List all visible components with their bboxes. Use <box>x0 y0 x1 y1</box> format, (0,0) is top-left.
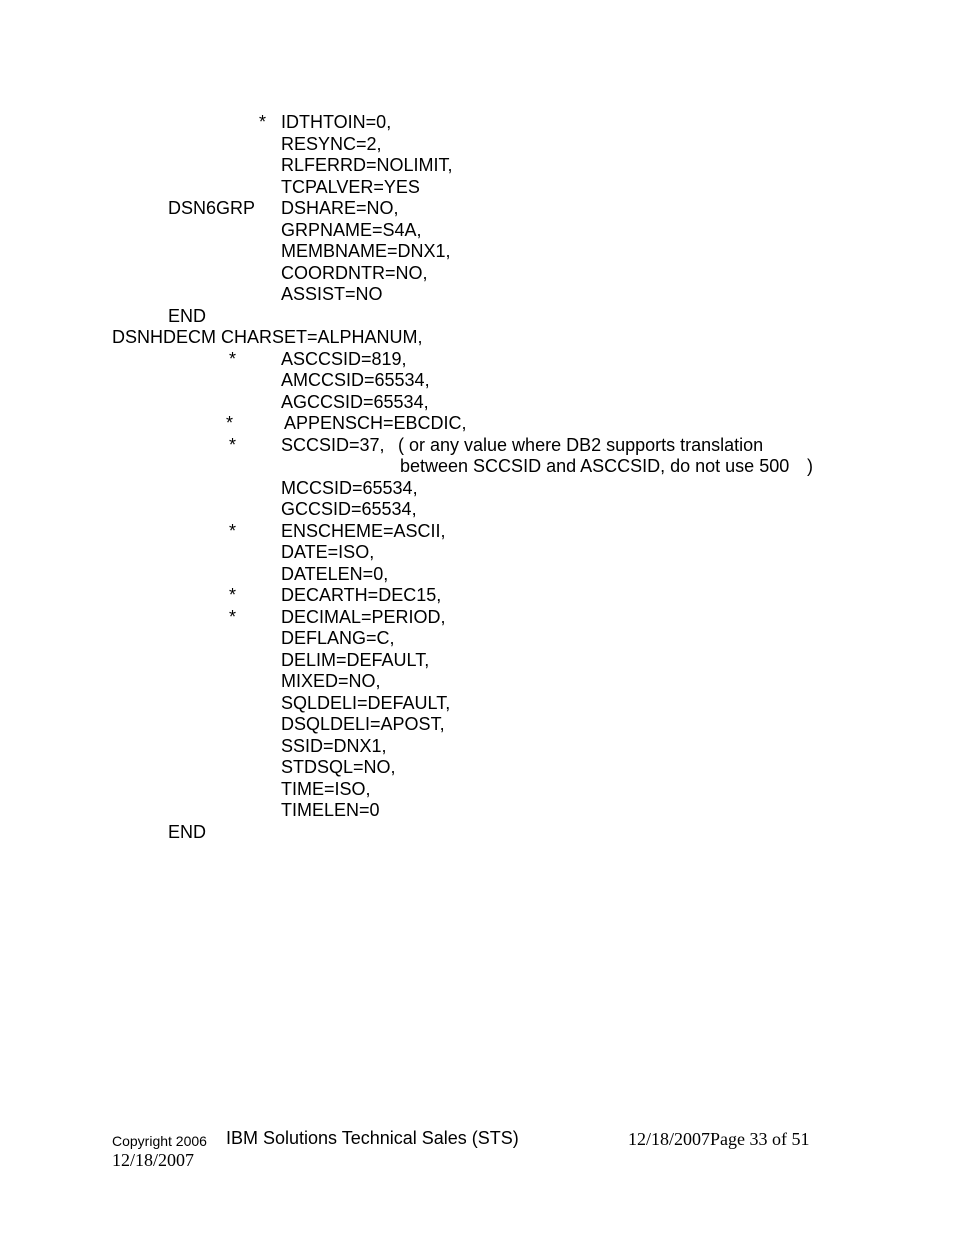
param-dsqldeli: DSQLDELI=APOST, <box>281 714 445 734</box>
footer-organization: IBM Solutions Technical Sales (STS) <box>226 1128 519 1148</box>
param-asccsid: ASCCSID=819, <box>281 349 407 369</box>
sccsid-note-line1: ( or any value where DB2 supports translation <box>398 435 764 455</box>
param-enscheme: ENSCHEME=ASCII, <box>281 521 446 541</box>
param-resync: RESYNC=2, <box>281 134 382 154</box>
end-statement: END <box>168 306 207 326</box>
param-idthtoin: IDTHTOIN=0, <box>281 112 392 132</box>
param-sqldeli: SQLDELI=DEFAULT, <box>281 693 451 713</box>
param-appensch: APPENSCH=EBCDIC, <box>284 413 467 433</box>
sccsid-note-close: ) <box>807 456 813 476</box>
param-grpname: GRPNAME=S4A, <box>281 220 422 240</box>
param-amccsid: AMCCSID=65534, <box>281 370 430 390</box>
param-mccsid: MCCSID=65534, <box>281 478 418 498</box>
param-timelen: TIMELEN=0 <box>281 800 380 820</box>
param-sccsid: SCCSID=37, <box>281 435 385 455</box>
param-time: TIME=ISO, <box>281 779 371 799</box>
footer-date-page: 12/18/2007Page 33 of 51 <box>628 1129 810 1149</box>
star-marker: * <box>229 607 237 627</box>
param-stdsql: STDSQL=NO, <box>281 757 396 777</box>
param-date: DATE=ISO, <box>281 542 375 562</box>
footer-date: 12/18/2007 <box>112 1150 195 1170</box>
star-marker: * <box>229 435 237 455</box>
param-ssid: SSID=DNX1, <box>281 736 387 756</box>
star-marker: * <box>226 413 234 433</box>
macro-dsn6grp: DSN6GRP <box>168 198 256 218</box>
macro-dsnhdecm: DSNHDECM CHARSET=ALPHANUM, <box>112 327 423 347</box>
param-decimal: DECIMAL=PERIOD, <box>281 607 446 627</box>
param-membname: MEMBNAME=DNX1, <box>281 241 451 261</box>
param-tcpalver: TCPALVER=YES <box>281 177 420 197</box>
star-marker: * <box>229 521 237 541</box>
sccsid-note-line2: between SCCSID and ASCCSID, do not use 500 <box>400 456 790 476</box>
param-decarth: DECARTH=DEC15, <box>281 585 442 605</box>
star-marker: * <box>259 112 267 132</box>
param-assist: ASSIST=NO <box>281 284 383 304</box>
param-dshare: DSHARE=NO, <box>281 198 399 218</box>
param-datelen: DATELEN=0, <box>281 564 389 584</box>
param-delim: DELIM=DEFAULT, <box>281 650 430 670</box>
star-marker: * <box>229 585 237 605</box>
param-agccsid: AGCCSID=65534, <box>281 392 429 412</box>
param-gccsid: GCCSID=65534, <box>281 499 417 519</box>
param-coordntr: COORDNTR=NO, <box>281 263 428 283</box>
footer-copyright: Copyright 2006 <box>112 1133 207 1149</box>
param-rlferrd: RLFERRD=NOLIMIT, <box>281 155 453 175</box>
end-statement: END <box>168 822 207 842</box>
param-deflang: DEFLANG=C, <box>281 628 395 648</box>
param-mixed: MIXED=NO, <box>281 671 381 691</box>
star-marker: * <box>229 349 237 369</box>
